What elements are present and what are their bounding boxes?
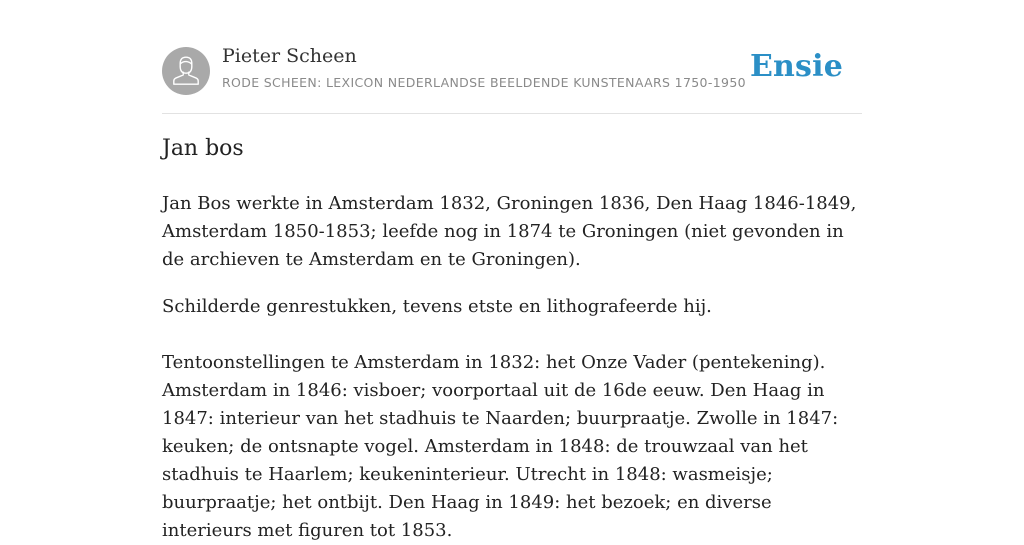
article-body bbox=[162, 190, 862, 545]
article-header bbox=[162, 0, 862, 114]
article-title: Jan bos bbox=[162, 136, 244, 161]
article-paragraph: Jan Bos werkte in Amsterdam 1832, Groningen 1836, Den Haag 1846-1849, Amsterdam 1850-1853; leefde nog in 1874 te Groningen (niet gevonden in de archieven te Amsterdam en te Groningen). bbox=[162, 193, 857, 270]
article-paragraph: Tentoonstellingen te Amsterdam in 1832: het Onze Vader (pentekening). Amsterdam in 1846: visboer; voorportaal uit de 16de eeuw. Den Haag in 1847: interieur van het stadhuis te Naarden; buurpraatje. Zwolle in 1847: keuken; de ontsnapte vogel. Amsterdam in 1848: de trouwzaal van het stadhuis te Haarlem; keukeninterieur. Utrecht in 1848: wasmeisje; buurpraatje; het ontbijt. Den Haag in 1849: het bezoek; en diverse interieurs met figuren tot 1853. bbox=[162, 352, 839, 541]
source-title[interactable]: RODE SCHEEN: LEXICON NEDERLANDSE BEELDENDE KUNSTENAARS 1750-1950 bbox=[222, 75, 746, 90]
user-silhouette-icon bbox=[162, 47, 210, 95]
author-avatar[interactable] bbox=[162, 47, 210, 95]
brand-logo[interactable]: Ensie bbox=[749, 49, 843, 84]
article-paragraph: Schilderde genrestukken, tevens etste en lithografeerde hij. bbox=[162, 296, 712, 317]
article-container bbox=[162, 0, 862, 541]
author-name[interactable]: Pieter Scheen bbox=[222, 45, 357, 67]
